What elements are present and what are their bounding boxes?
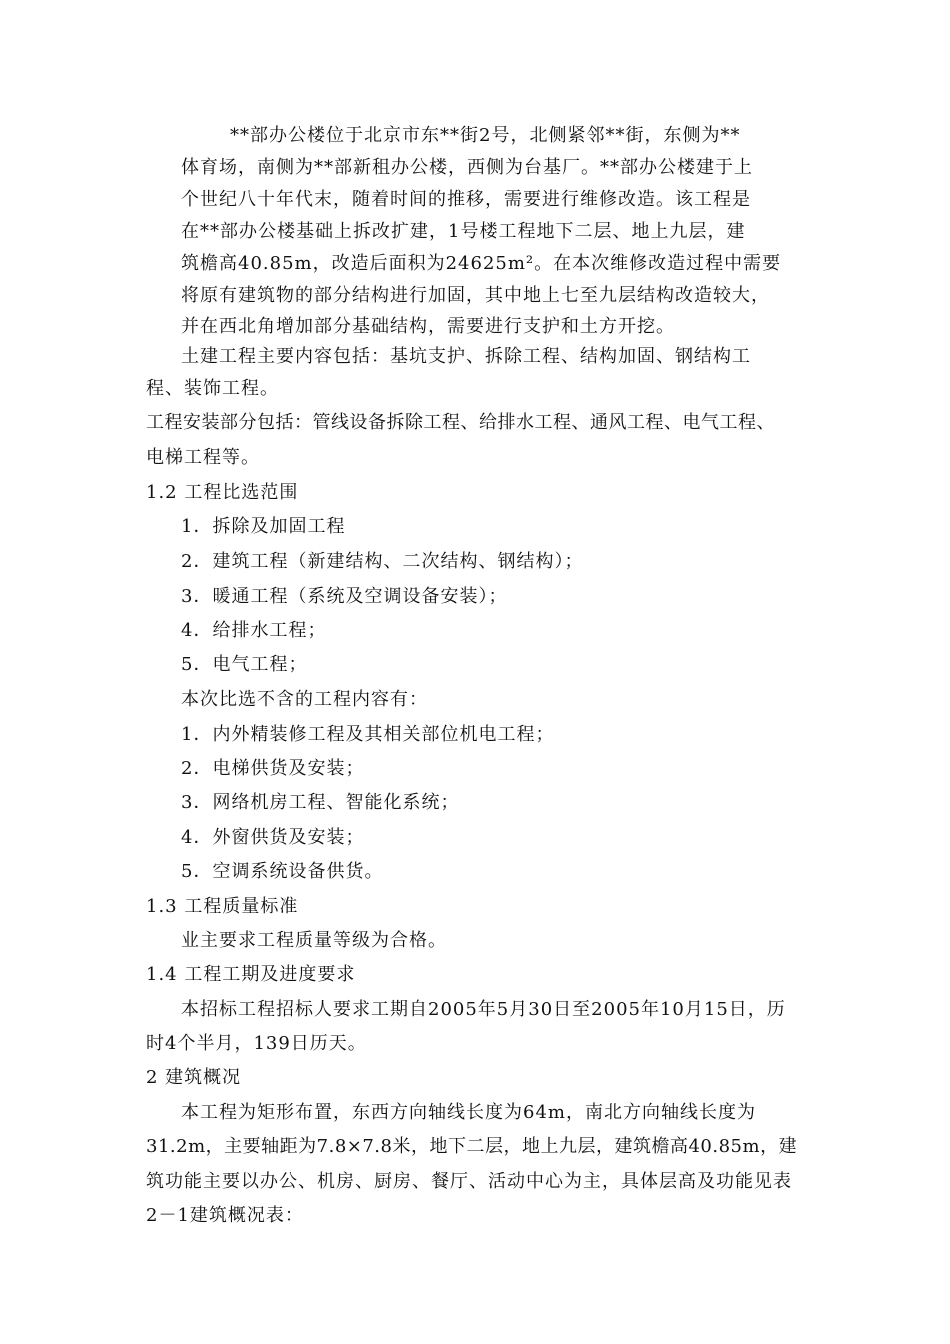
excluded-intro: 本次比选不含的工程内容有：: [181, 689, 428, 710]
excluded-item-4: 4．外窗供货及安装；: [181, 827, 365, 848]
install-line-1: 工程安装部分包括：管线设备拆除工程、给排水工程、通风工程、电气工程、: [146, 412, 775, 433]
intro-line-4: 在**部办公楼基础上拆改扩建，1号楼工程地下二层、地上九层，建: [181, 221, 746, 242]
included-item-1: 1．拆除及加固工程: [181, 516, 346, 537]
intro-line-3: 个世纪八十年代末，随着时间的推移，需要进行维修改造。该工程是: [181, 189, 751, 210]
included-item-5: 5．电气工程；: [181, 654, 308, 675]
intro-line-1: **部办公楼位于北京市东**街2号，北侧紧邻**街，东侧为**: [230, 125, 741, 146]
intro-line-7: 并在西北角增加部分基础结构，需要进行支护和土方开挖。: [181, 316, 675, 337]
section-1-3-heading: 1.3 工程质量标准: [146, 896, 299, 917]
intro-line-2: 体育场，南侧为**部新租办公楼，西侧为台基厂。**部办公楼建于上: [181, 157, 753, 178]
overview-line-3: 筑功能主要以办公、机房、厨房、餐厅、活动中心为主，具体层高及功能见表: [146, 1171, 792, 1192]
excluded-item-1: 1．内外精装修工程及其相关部位机电工程；: [181, 724, 555, 745]
install-line-2: 电梯工程等。: [146, 447, 260, 468]
overview-line-1: 本工程为矩形布置，东西方向轴线长度为64m，南北方向轴线长度为: [181, 1102, 756, 1123]
schedule-line-2: 时4个半月，139日历天。: [146, 1033, 367, 1054]
overview-line-4: 2－1建筑概况表：: [146, 1205, 304, 1226]
included-item-4: 4．给排水工程；: [181, 620, 327, 641]
section-1-4-heading: 1.4 工程工期及进度要求: [146, 964, 356, 985]
overview-line-2: 31.2m，主要轴距为7.8×7.8米，地下二层，地上九层，建筑檐高40.85m，建: [146, 1136, 798, 1157]
included-item-3: 3．暖通工程（系统及空调设备安装）；: [181, 586, 508, 607]
quality-text: 业主要求工程质量等级为合格。: [181, 930, 447, 951]
included-item-2: 2．建筑工程（新建结构、二次结构、钢结构）；: [181, 551, 584, 572]
excluded-item-5: 5．空调系统设备供货。: [181, 861, 384, 882]
excluded-item-3: 3．网络机房工程、智能化系统；: [181, 792, 460, 813]
excluded-item-2: 2．电梯供货及安装；: [181, 758, 365, 779]
intro-line-5: 筑檐高40.85m，改造后面积为24625m²。在本次维修改造过程中需要: [181, 253, 782, 274]
civil-line-2: 程、装饰工程。: [146, 378, 279, 399]
section-1-2-heading: 1.2 工程比选范围: [146, 482, 299, 503]
intro-line-6: 将原有建筑物的部分结构进行加固，其中地上七至九层结构改造较大，: [181, 285, 770, 306]
section-2-heading: 2 建筑概况: [146, 1067, 242, 1088]
civil-line-1: 土建工程主要内容包括：基坑支护、拆除工程、结构加固、钢结构工: [181, 346, 751, 367]
schedule-line-1: 本招标工程招标人要求工期自2005年5月30日至2005年10月15日，历: [181, 999, 786, 1020]
